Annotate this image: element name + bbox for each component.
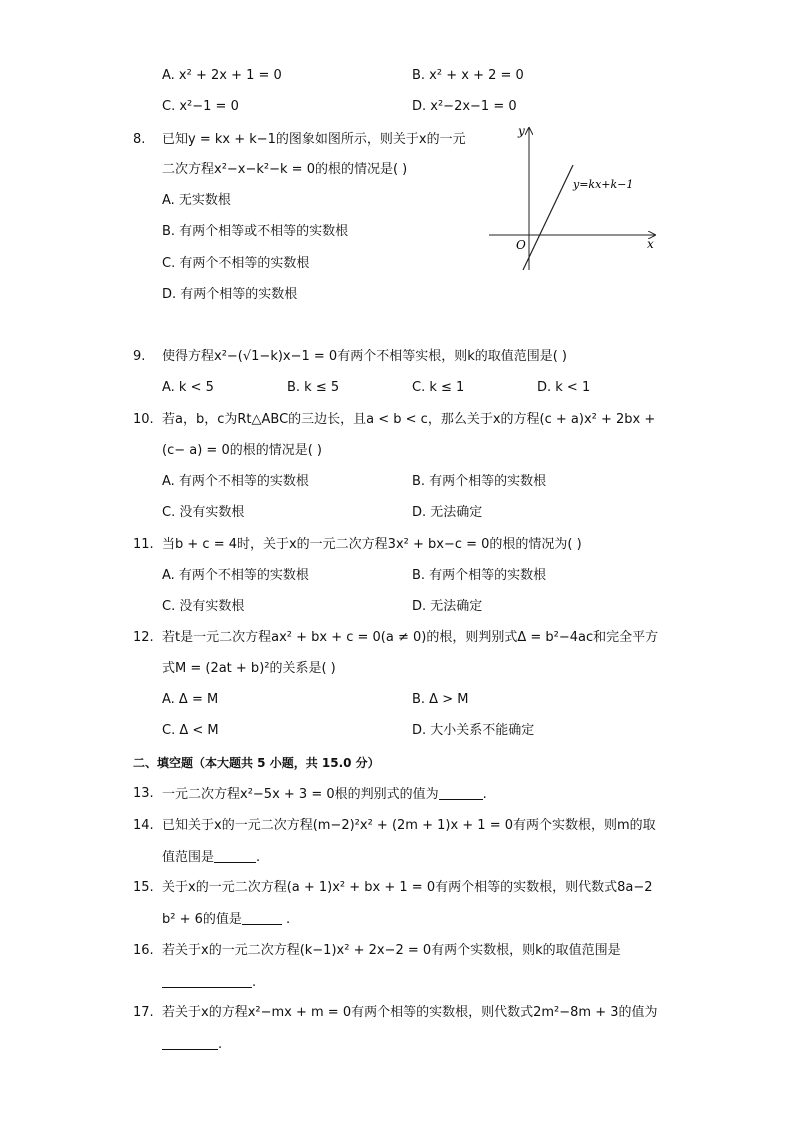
q11-option-b: B. 有两个相等的实数根 [412,568,547,583]
q7-option-c: C. x²−1 = 0 [162,99,239,114]
q13-answer-blank[interactable] [439,785,483,800]
q17-number: 17. [133,1005,154,1020]
q14-period: . [256,850,261,865]
q9-number: 9. [133,349,146,364]
q11-number: 11. [133,537,154,552]
y-axis-label: y [518,124,525,138]
q17-period: . [218,1037,223,1052]
q9-option-c: C. k ≤ 1 [412,380,465,395]
q16-stem: 若关于x的一元二次方程(k−1)x² + 2x−2 = 0有两个实数根，则k的取值范围是 [162,943,621,958]
q15-text-line2: b² + 6的值是 [162,912,242,927]
q10-stem-line1: 若a，b，c为Rt△ABC的三边长，且a < b < c，那么关于x的方程(c + a)x² + 2bx + [162,412,656,427]
q14-answer-blank[interactable] [214,848,256,863]
q10-option-a: A. 有两个不相等的实数根 [162,474,309,489]
q7-option-a: A. x² + 2x + 1 = 0 [162,68,282,83]
q8-option-b: B. 有两个相等或不相等的实数根 [162,224,349,239]
q13-text: 一元二次方程x²−5x + 3 = 0根的判别式的值为 [162,787,439,802]
q15-stem-line2 [162,910,290,929]
q8-number: 8. [133,132,146,147]
q8-option-d: D. 有两个相等的实数根 [162,287,298,302]
q8-option-a: A. 无实数根 [162,193,231,208]
q12-option-a: A. Δ = M [162,692,219,707]
q13-period: . [482,787,487,802]
q15-number: 15. [133,880,154,895]
q8-option-c: C. 有两个不相等的实数根 [162,256,310,271]
q10-option-c: C. 没有实数根 [162,505,245,520]
q9-option-d: D. k < 1 [537,380,591,395]
q14-number: 14. [133,818,154,833]
q11-option-c: C. 没有实数根 [162,599,245,614]
q7-option-b: B. x² + x + 2 = 0 [412,68,524,83]
q9-stem: 使得方程x²−(√1−k)x−1 = 0有两个不相等实根，则k的取值范围是( ) [162,349,568,364]
q16-answer-line [162,973,256,992]
q12-option-b: B. Δ > M [412,692,469,707]
function-line [523,165,573,270]
q14-stem-line1: 已知关于x的一元二次方程(m−2)²x² + (2m + 1)x + 1 = 0有两个实数根，则m的取 [162,818,656,833]
q16-answer-blank[interactable] [162,973,252,988]
q8-stem-line1: 已知y = kx + k−1的图象如图所示，则关于x的一元 [162,132,466,147]
q16-period: . [252,975,257,990]
q14-stem-line2 [162,848,260,867]
q12-stem-line1: 若t是一元二次方程ax² + bx + c = 0(a ≠ 0)的根，则判别式Δ = b²−4ac和完全平方 [162,630,659,645]
q12-option-d: D. 大小关系不能确定 [412,723,535,738]
q15-answer-blank[interactable] [242,910,282,925]
q8-linear-graph [485,120,665,275]
origin-label: O [516,238,526,252]
q13-number: 13. [133,786,154,801]
q11-stem: 当b + c = 4时，关于x的一元二次方程3x² + bx−c = 0的根的情况为( ) [162,537,582,552]
q7-option-d: D. x²−2x−1 = 0 [412,99,517,114]
q17-answer-blank[interactable] [162,1035,218,1050]
q10-number: 10. [133,412,154,427]
q17-answer-line [162,1035,222,1054]
q9-option-b: B. k ≤ 5 [287,380,340,395]
function-label: y=kx+k−1 [573,178,634,191]
q10-option-d: D. 无法确定 [412,505,483,520]
q11-option-d: D. 无法确定 [412,599,483,614]
q15-period: . [286,912,291,927]
q11-option-a: A. 有两个不相等的实数根 [162,568,309,583]
q14-text-line2: 值范围是 [162,850,215,865]
q17-stem: 若关于x的方程x²−mx + m = 0有两个相等的实数根，则代数式2m²−8m + 3的值为 [162,1005,658,1020]
q13-stem [162,785,487,804]
q12-option-c: C. Δ < M [162,723,219,738]
q8-stem-line2: 二次方程x²−x−k²−k = 0的根的情况是( ) [162,162,408,177]
q12-number: 12. [133,630,154,645]
q10-stem-line2: (c− a) = 0的根的情况是( ) [162,443,322,458]
q16-number: 16. [133,943,154,958]
q12-stem-line2: 式M = (2at + b)²的关系是( ) [162,661,336,676]
q10-option-b: B. 有两个相等的实数根 [412,474,547,489]
q9-option-a: A. k < 5 [162,380,214,395]
section-heading-fill-in: 二、填空题（本大题共 5 小题，共 15.0 分） [133,756,380,770]
x-axis-label: x [647,237,654,251]
q15-stem-line1: 关于x的一元二次方程(a + 1)x² + bx + 1 = 0有两个相等的实数根，则代数式8a−2 [162,880,653,895]
